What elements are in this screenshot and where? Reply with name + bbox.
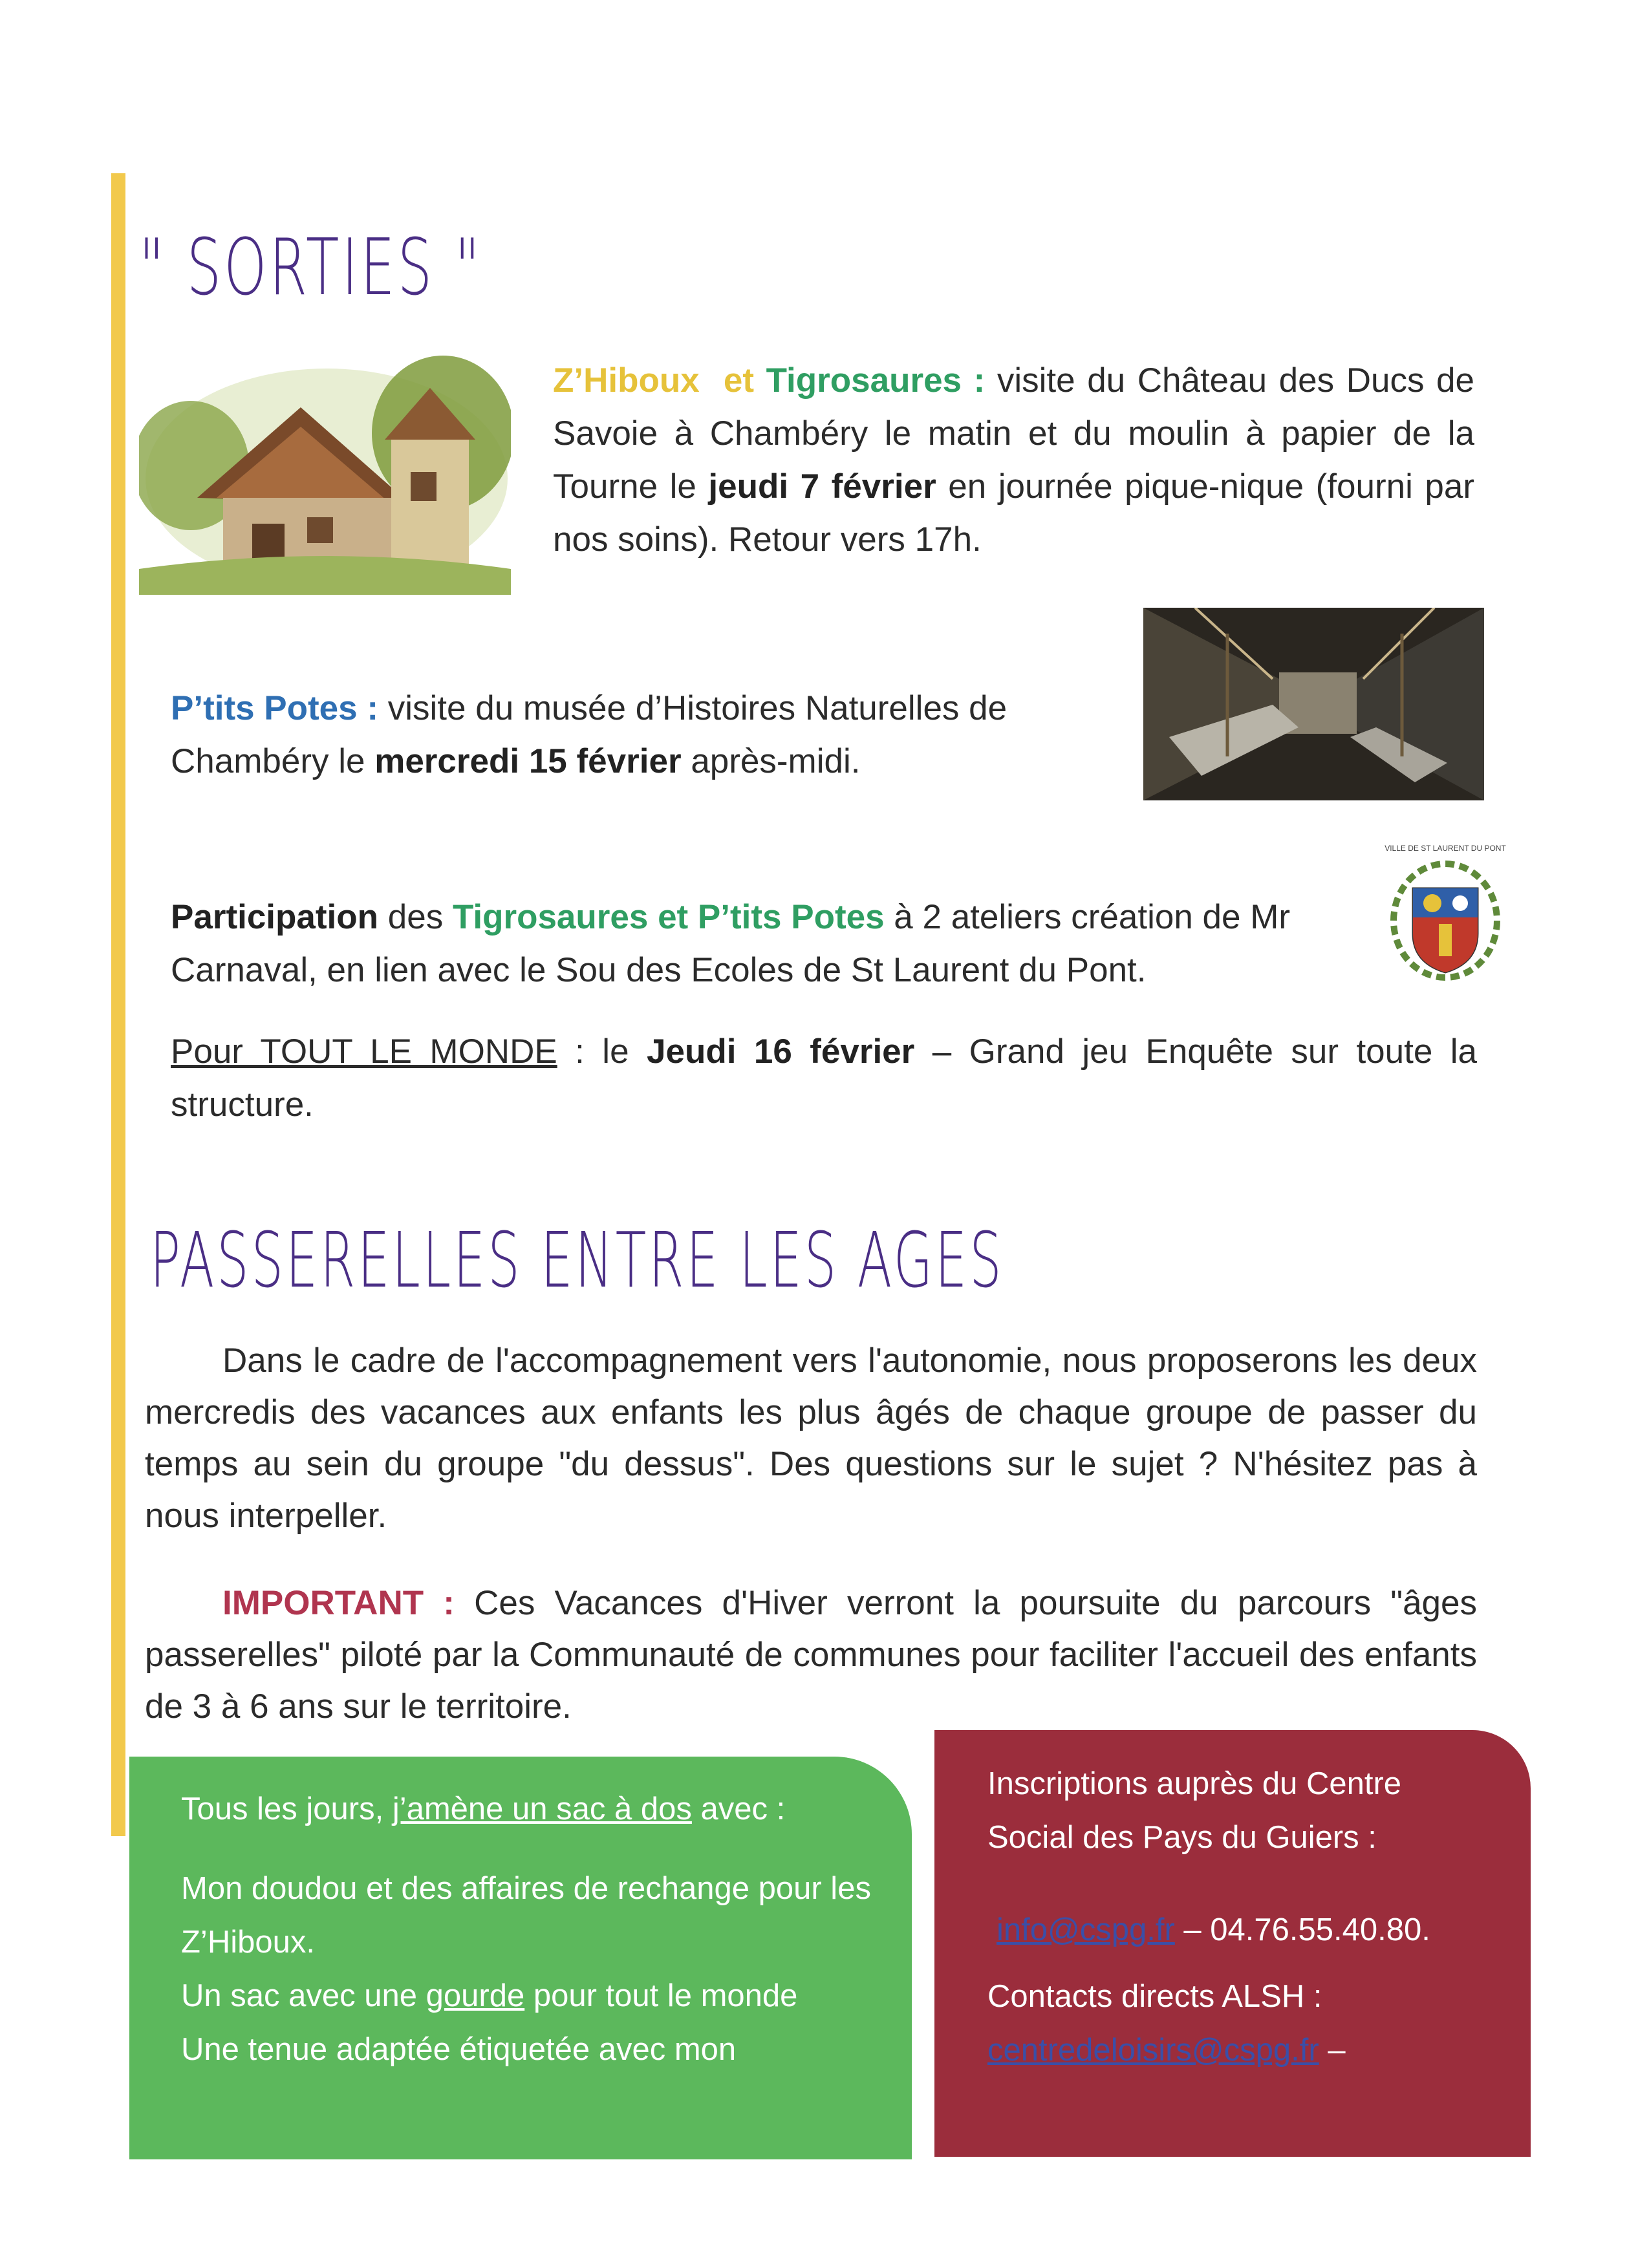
contacts-label: Contacts directs ALSH :: [987, 1979, 1322, 2014]
backpack-intro: [181, 1782, 879, 1836]
town-seal: [1384, 844, 1507, 999]
important-text: Ces Vacances d'Hiver verront la poursuite du parcours "âges passerelles" piloté par la Communauté de communes pour faciliter l'accueil des enfants de 3 à 6 ans sur le territoire.: [145, 1584, 1477, 1726]
mill-illustration: [139, 349, 511, 595]
dash: –: [1328, 2033, 1346, 2068]
block1-date: jeudi 7 février: [708, 467, 936, 506]
backpack-intro-end: avec :: [700, 1792, 786, 1826]
block4-date: Jeudi 16 février: [647, 1032, 915, 1071]
gourde-text-start: Un sac avec une: [181, 1978, 417, 2013]
block4-lead: Pour TOUT LE MONDE: [171, 1032, 557, 1071]
gourde-underlined: gourde: [426, 1978, 525, 2013]
block4-sep: : le: [575, 1032, 629, 1071]
block2-text: visite du musée d’Histoires Naturelles de Chambéry le: [171, 689, 1008, 780]
group-ptits-potes: P’tits Potes :: [171, 689, 379, 727]
sorties-block-tout-le-monde: [171, 1025, 1477, 1131]
email-info-link[interactable]: info@cspg.fr: [997, 1912, 1175, 1947]
email-phone-line: [987, 1903, 1492, 1957]
group-zhiboux: Z’Hiboux: [553, 361, 700, 400]
gourde-text-end: pour tout le monde: [533, 1978, 798, 2013]
backpack-item-tenue: Une tenue adaptée étiquetée avec mon: [181, 2032, 737, 2067]
backpack-intro-start: Tous les jours,: [181, 1792, 384, 1826]
phone-number: – 04.76.55.40.80.: [1183, 1912, 1430, 1947]
important-label: IMPORTANT :: [222, 1584, 455, 1622]
block2-date: mercredi 15 février: [374, 742, 682, 780]
left-accent-bar: [111, 173, 125, 1836]
block2-text-end: après-midi.: [691, 742, 861, 780]
block3-des: des: [387, 898, 444, 936]
seal-caption: VILLE DE ST LAURENT DU PONT: [1385, 844, 1506, 853]
group-tigrosaures: Tigrosaures :: [766, 361, 986, 400]
sorties-heading: " SORTIES ": [139, 223, 483, 313]
backpack-item-gourde: [181, 1969, 879, 2023]
block3-groups: Tigrosaures et P’tits Potes: [452, 898, 885, 936]
museum-photo: [1143, 608, 1484, 800]
sorties-block-participation: [171, 891, 1361, 997]
backpack-info-box: [129, 1757, 912, 2159]
passerelles-paragraph: Dans le cadre de l'accompagnement vers l'autonomie, nous proposerons les deux mercredis des vacances aux enfants les plus âgés de chaque groupe de passer du temps au sein du groupe "du dessus". Des questions sur le sujet ? N'hésitez pas à nous interpeller.: [145, 1342, 1477, 1535]
contact-info-box: [934, 1730, 1531, 2157]
email-alsh-link[interactable]: centredeloisirs@cspg.fr: [987, 2033, 1319, 2068]
backpack-intro-underlined: j’amène un sac à dos: [392, 1792, 692, 1826]
sorties-block-ptits-potes: [171, 682, 1115, 788]
block3-lead: Participation: [171, 898, 379, 936]
sorties-block-zhiboux-tigrosaures: [553, 354, 1474, 566]
passerelles-heading: PASSERELLES ENTRE LES AGES: [150, 1215, 1004, 1305]
email-alsh-line: [987, 2024, 1492, 2077]
conj-et: et: [723, 361, 755, 400]
inscriptions-text: Inscriptions auprès du Centre Social des Pays du Guiers :: [987, 1766, 1402, 1855]
block1-text-end: en journée pique-nique (fourni par nos soins). Retour vers 17h.: [553, 467, 1475, 559]
important-paragraph: [145, 1578, 1477, 1733]
block4-text: – Grand jeu Enquête sur toute la structure.: [171, 1032, 1478, 1124]
block1-text: visite du Château des Ducs de Savoie à Chambéry le matin et du moulin à papier de la Tourne le: [553, 361, 1475, 506]
backpack-item-doudou: Mon doudou et des affaires de rechange pour les Z’Hiboux.: [181, 1871, 871, 1960]
block3-text: à 2 ateliers création de Mr Carnaval, en lien avec le Sou des Ecoles de St Laurent du Pont.: [171, 898, 1291, 989]
